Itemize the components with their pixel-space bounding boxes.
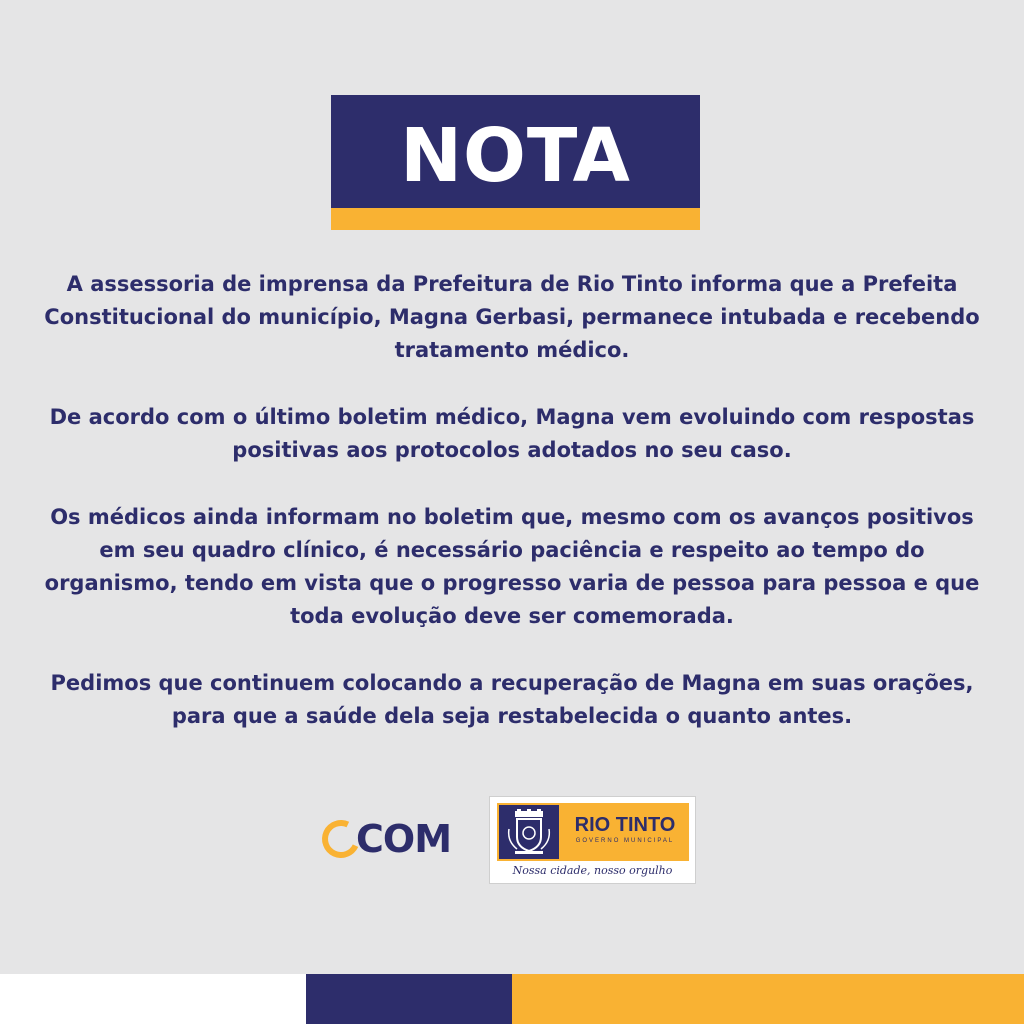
paragraph-2: De acordo com o último boletim médico, Magna vem evoluindo com respostas positivas aos protocolos adotados no seu caso. [49, 405, 975, 462]
footer-band-yellow [512, 974, 1024, 1024]
paragraph-1: A assessoria de imprensa da Prefeitura de Rio Tinto informa que a Prefeita Constitucional do município, Magna Gerbasi, permanece intubada e recebendo tratamento médico. [44, 272, 980, 362]
rio-tinto-slogan: Nossa cidade, nosso orgulho [512, 864, 673, 877]
rio-tinto-name-block [561, 803, 689, 861]
title-banner [331, 95, 700, 235]
paragraph-4: Pedimos que continuem colocando a recuperação de Magna em suas orações, para que a saúde dela seja restabelecida o quanto antes. [50, 671, 974, 728]
rio-tinto-logo [489, 796, 696, 884]
rio-tinto-name: RIO TINTO [574, 814, 676, 836]
note-body [40, 268, 984, 733]
title-banner-navy [331, 95, 700, 212]
rio-tinto-subtitle: GOVERNO MUNICIPAL [575, 838, 675, 844]
title-banner-accent [331, 208, 700, 230]
page-title: NOTA [400, 112, 631, 199]
paragraph-3: Os médicos ainda informam no boletim que, mesmo com os avanços positivos em seu quadro clínico, é necessário paciência e respeito ao tempo do organismo, tendo em vista que o progresso varia de pessoa para pessoa e que toda evolução deve ser comemorada. [44, 505, 980, 628]
ccom-logo [322, 816, 462, 862]
footer-band-white [0, 974, 306, 1024]
footer-band-navy [306, 974, 512, 1024]
ccom-logo-text: COM [356, 817, 452, 861]
city-crest-icon [497, 803, 561, 861]
